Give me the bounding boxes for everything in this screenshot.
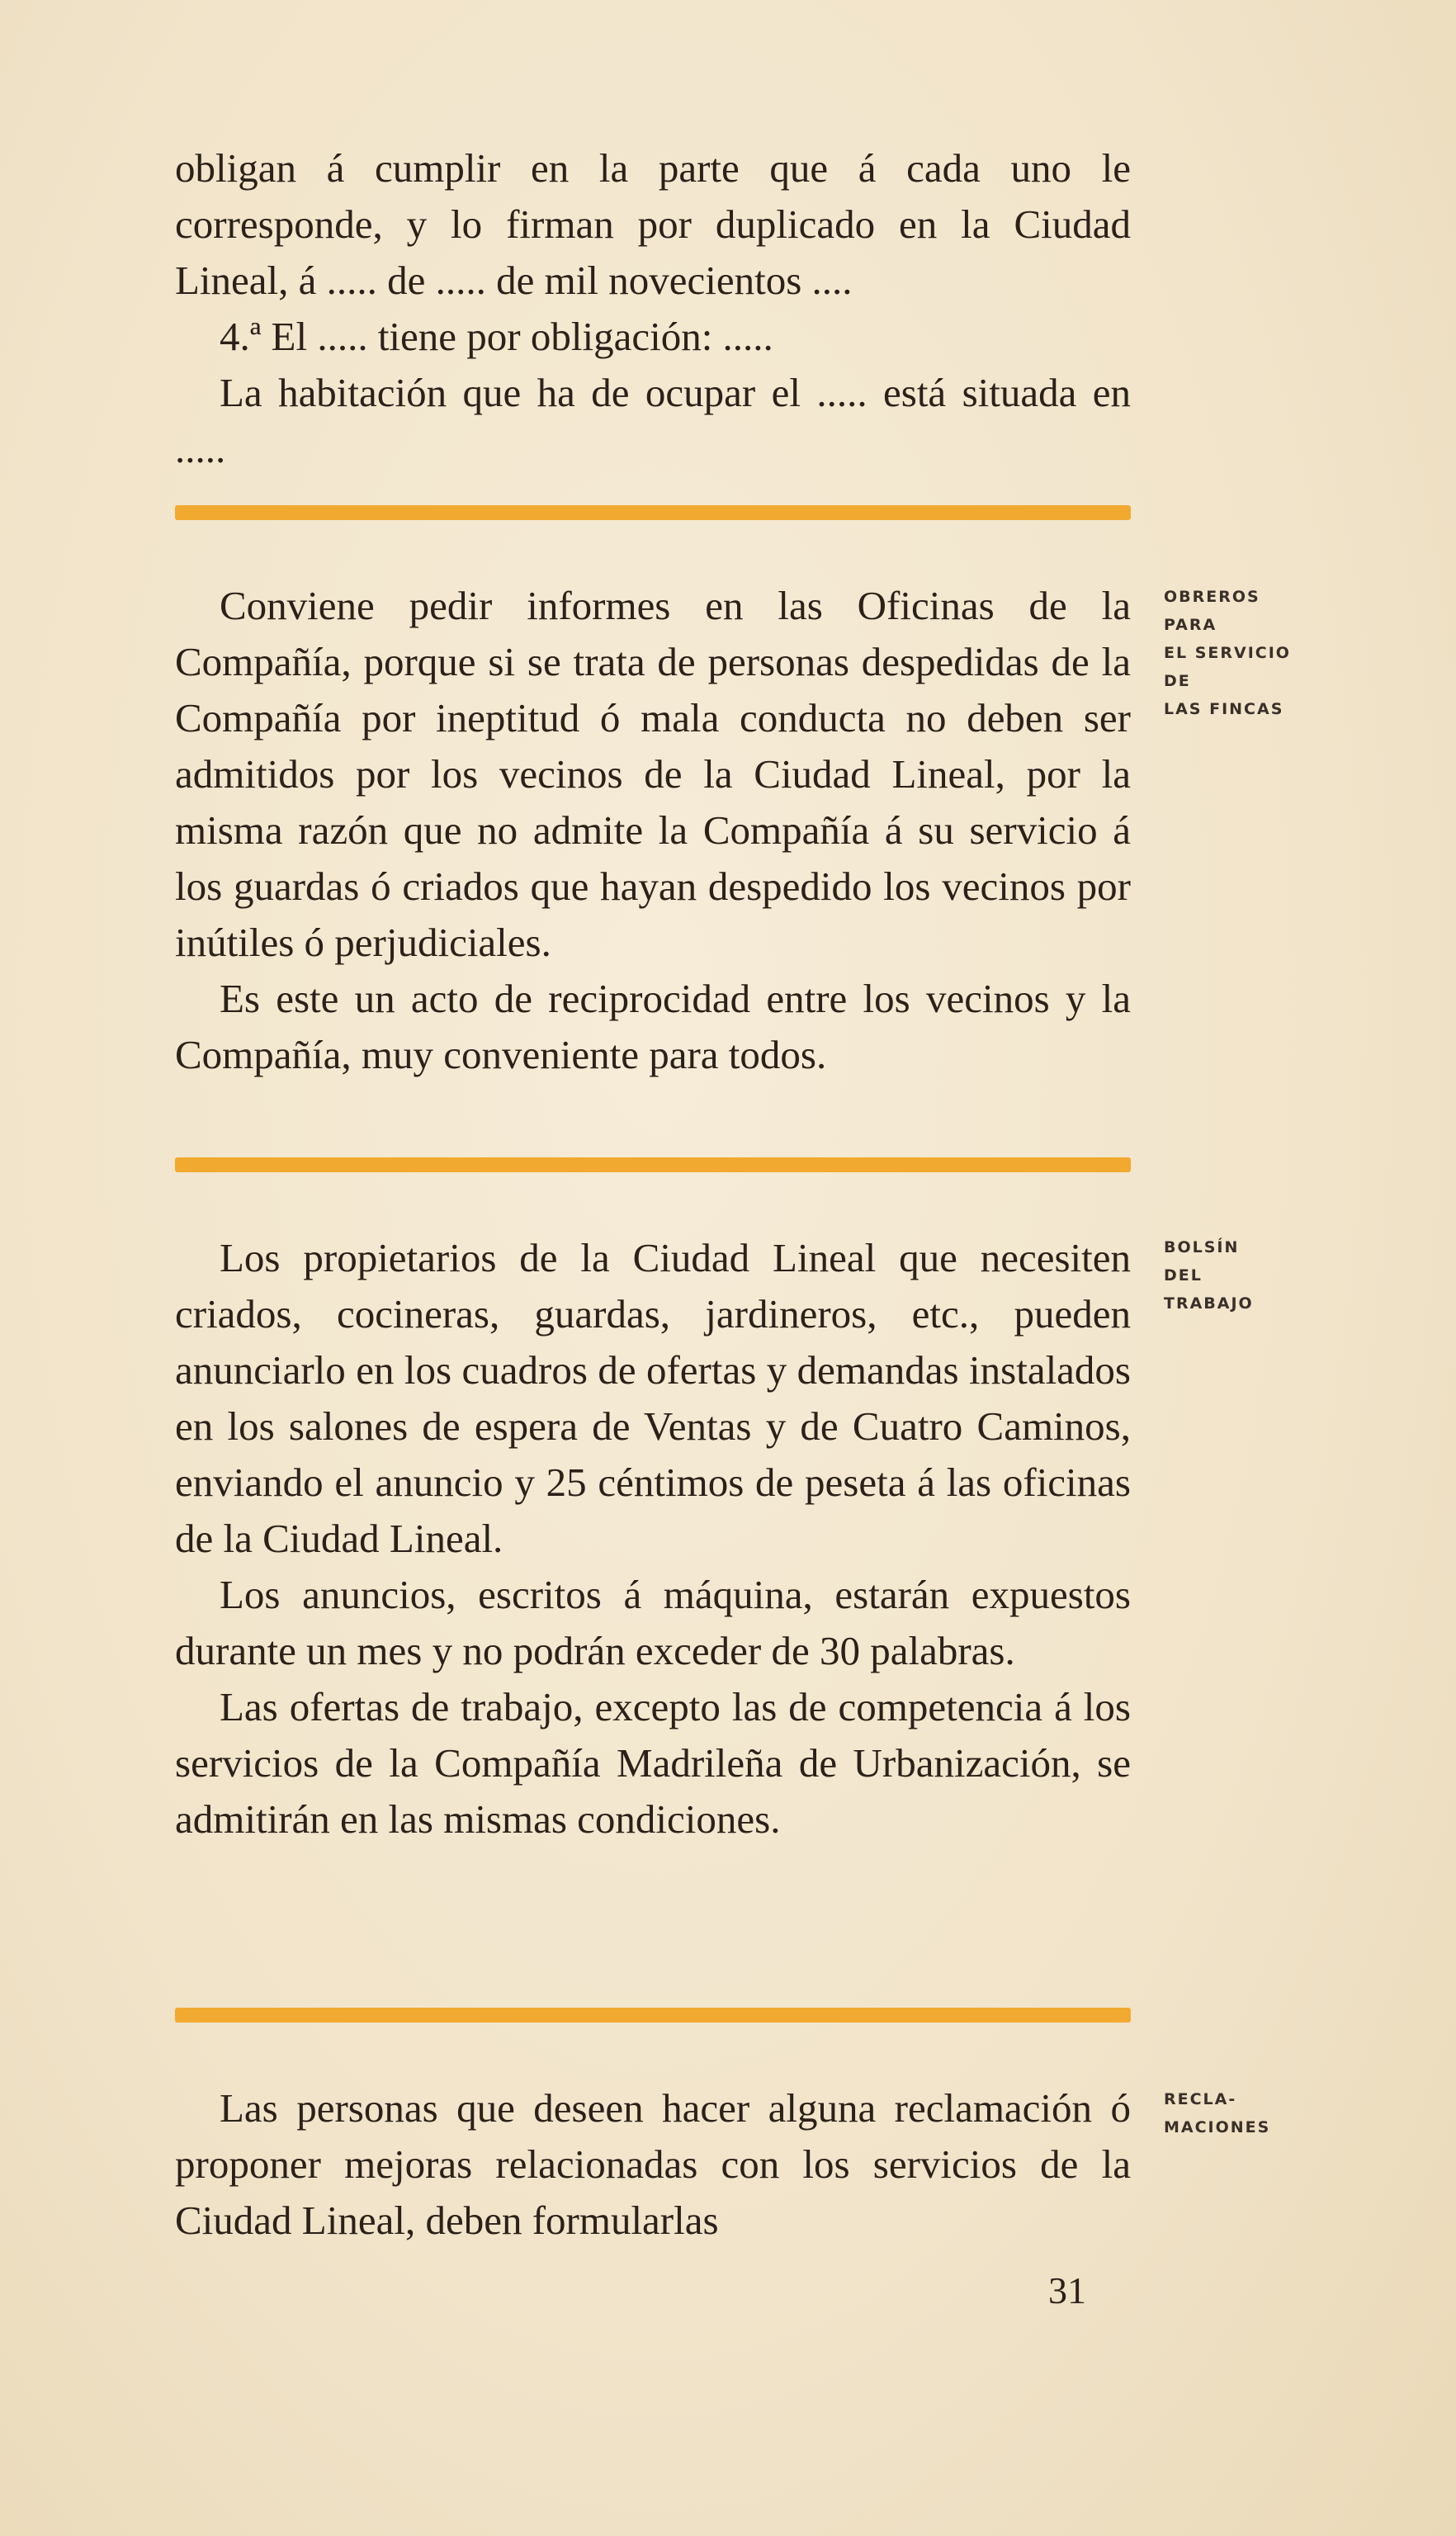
margin-note-line: BOLSÍN: [1164, 1238, 1240, 1256]
intro-paragraph: La habitación que ha de ocupar el ..... está situada en .....: [175, 370, 1131, 471]
margin-note-obreros: [1164, 583, 1337, 723]
section-obreros: [175, 578, 1131, 1083]
margin-note-line: LAS FINCAS: [1164, 700, 1284, 718]
margin-note-bolsin: [1164, 1233, 1337, 1318]
margin-note-line: EL SERVICIO: [1164, 644, 1291, 662]
intro-paragraph: obligan á cumplir en la parte que á cada uno le corresponde, y lo firman por duplicado en la Ciudad Lineal, á ..... de ..... de mil novecientos ....: [175, 145, 1131, 303]
margin-note-line: DEL: [1164, 1266, 1203, 1285]
orange-divider-rule: [175, 505, 1131, 520]
page-number: 31: [1048, 2269, 1086, 2311]
section-paragraph: Los propietarios de la Ciudad Lineal que necesiten criados, cocineras, guardas, jardineros, etc., pueden anunciarlo en los cuadros de ofertas y demandas instalados en los salones de espera de Ventas y de Cuatro Caminos, enviando el anuncio y 25 céntimos de peseta á las oficinas de la Ciudad Lineal.: [175, 1235, 1131, 1561]
intro-text-block: [175, 140, 1131, 477]
margin-note-line: MACIONES: [1164, 2118, 1271, 2136]
intro-paragraph: 4.ª El ..... tiene por obligación: .....: [220, 314, 773, 359]
section-reclamaciones: [175, 2080, 1131, 2249]
margin-note-line: DE: [1164, 672, 1191, 690]
section-paragraph: Las ofertas de trabajo, excepto las de competencia á los servicios de la Compañía Madrileña de Urbanización, se admitirán en las mismas condiciones.: [175, 1684, 1131, 1842]
section-paragraph: Las personas que deseen hacer alguna reclamación ó proponer mejoras relacionadas con los servicios de la Ciudad Lineal, deben formularlas: [175, 2085, 1131, 2243]
section-paragraph: Conviene pedir informes en las Oficinas de la Compañía, porque si se trata de personas despedidas de la Compañía por ineptitud ó mala conducta no deben ser admitidos por los vecinos de la Ciudad Lineal, por la misma razón que no admite la Compañía á su servicio á los guardas ó criados que hayan despedido los vecinos por inútiles ó perjudiciales.: [175, 583, 1131, 965]
margin-note-line: PARA: [1164, 616, 1217, 634]
margin-note-reclamaciones: [1164, 2085, 1337, 2141]
margin-note-line: TRABAJO: [1164, 1294, 1254, 1313]
orange-divider-rule: [175, 1157, 1131, 1172]
margin-note-line: RECLA-: [1164, 2090, 1237, 2108]
orange-divider-rule: [175, 2008, 1131, 2023]
section-paragraph: Los anuncios, escritos á máquina, estarán expuestos durante un mes y no podrán exceder de 30 palabras.: [175, 1572, 1131, 1673]
margin-note-line: OBREROS: [1164, 588, 1260, 606]
section-paragraph: Es este un acto de reciprocidad entre los vecinos y la Compañía, muy conveniente para todos.: [175, 976, 1131, 1077]
section-bolsin: [175, 1230, 1131, 1848]
